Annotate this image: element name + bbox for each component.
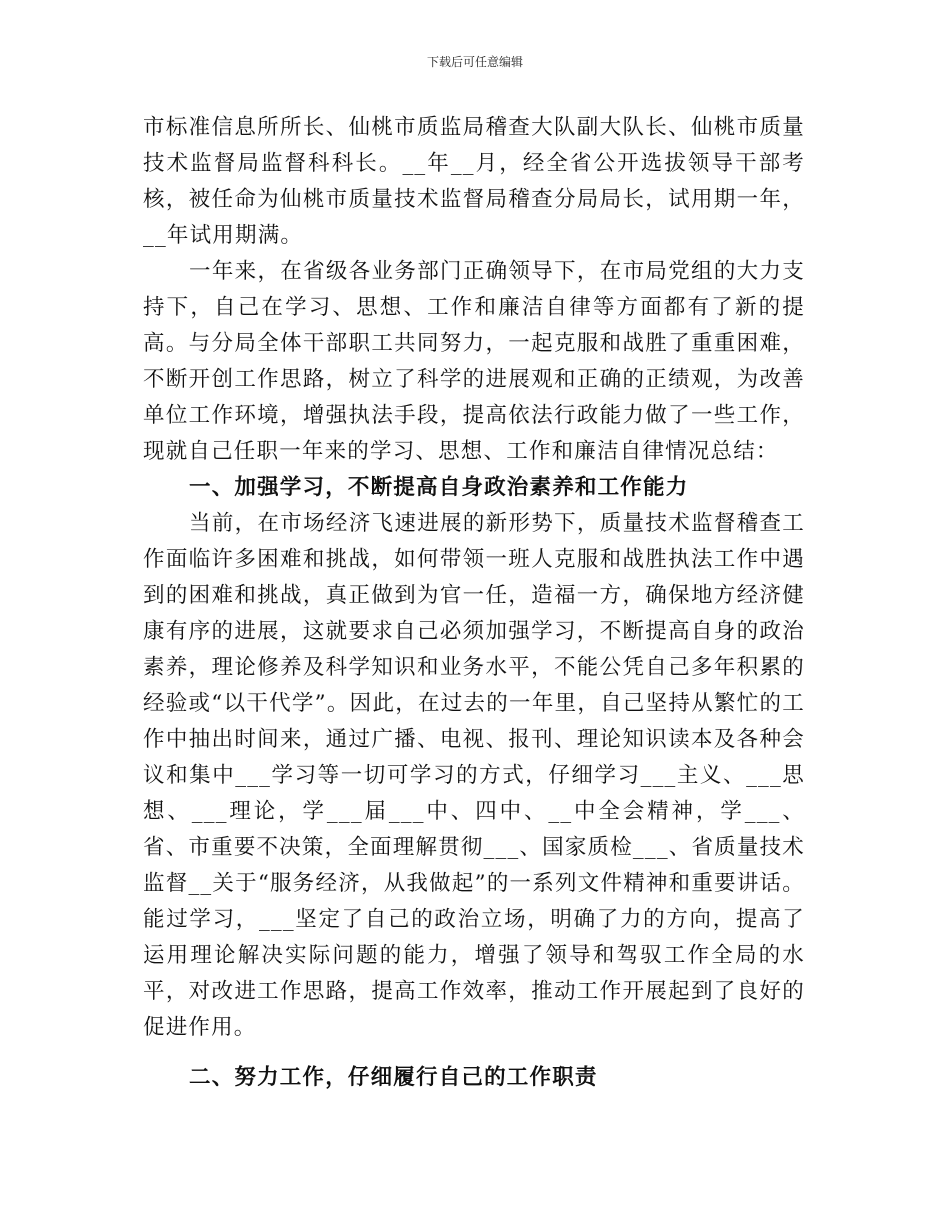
paragraph-intro: 市标准信息所所长、仙桃市质监局稽查大队副大队长、仙桃市质量技术监督局监督科科长。__年__月，经全省公开选拔领导干部考核，被任命为仙桃市质量技术监督局稽查分局局长，试用期一年，__年试用期满。 xyxy=(143,115,805,248)
section-heading-2: 二、努力工作，仔细履行自己的工作职责 xyxy=(189,1065,598,1090)
document-body xyxy=(143,110,805,1096)
header-note: 下载后可任意编辑 xyxy=(426,55,523,69)
section-heading-1: 一、加强学习，不断提高自身政治素养和工作能力 xyxy=(189,475,689,500)
paragraph-study: 当前，在市场经济飞速进展的新形势下，质量技术监督稽查工作面临许多困难和挑战，如何带领一班人克服和战胜执法工作中遇到的困难和挑战，真正做到为官一任，造福一方，确保地方经济健康有序的进展，这就要求自己必须加强学习，不断提高自身的政治素养，理论修养及科学知识和业务水平，不能公凭自己多年积累的经验或“以干代学”。因此，在过去的一年里，自己坚持从繁忙的工作中抽出时间来，通过广播、电视、报刊、理论知识读本及各种会议和集中___学习等一切可学习的方式，仔细学习___主义、___思想、___理论，学___届___中、四中、__中全会精神，学___、省、市重要不决策，全面理解贯彻___、国家质检___、省质量技术监督__关于“服务经济，从我做起”的一系列文件精神和重要讲话。能过学习，___坚定了自己的政治立场，明确了力的方向，提高了运用理论解决实际问题的能力，增强了领导和驾驭工作全局的水平，对改进工作思路，提高工作效率，推动工作开展起到了良好的促进作用。 xyxy=(143,511,805,1040)
paragraph-summary: 一年来，在省级各业务部门正确领导下，在市局党组的大力支持下，自己在学习、思想、工作和廉洁自律等方面都有了新的提高。与分局全体干部职工共同努力，一起克服和战胜了重重困难，不断开创工作思路，树立了科学的进展观和正确的正绩观，为改善单位工作环境，增强执法手段，提高依法行政能力做了一些工作，现就自己任职一年来的学习、思想、工作和廉洁自律情况总结： xyxy=(143,259,805,464)
